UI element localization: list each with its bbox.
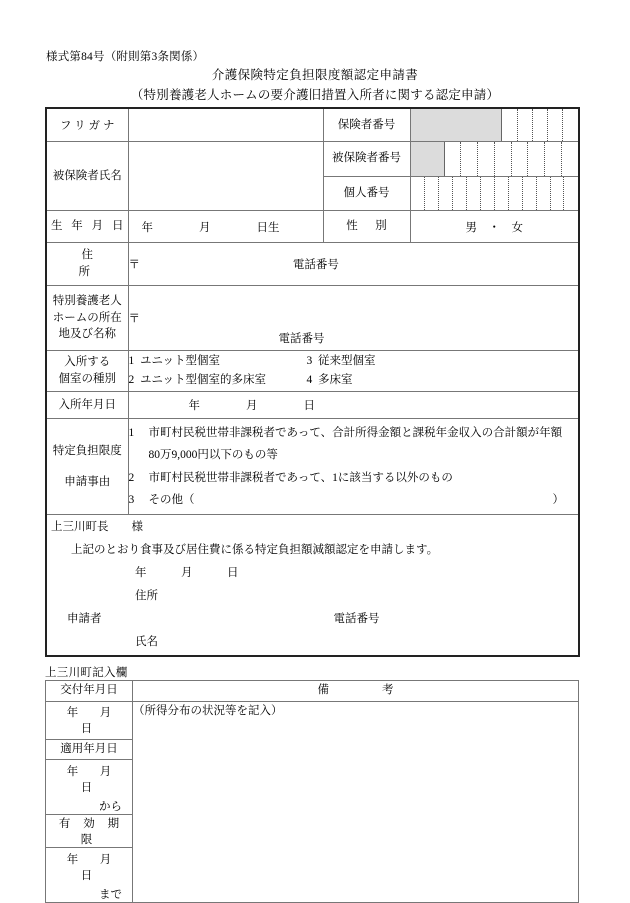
- num-cell[interactable]: [532, 109, 547, 141]
- num-cell[interactable]: [550, 177, 564, 211]
- room-type-option-4[interactable]: [307, 374, 353, 386]
- postal-mark-icon: 〒: [128, 313, 140, 325]
- remarks-field[interactable]: [133, 702, 579, 903]
- facility-label-line3: 地及び名称: [58, 328, 116, 341]
- num-cell[interactable]: [480, 177, 494, 211]
- birth-date-label: 生 年 月 日: [46, 211, 128, 243]
- declaration-applicant-label: 申請者: [67, 613, 102, 625]
- reason-text: 市町村民税世帯非課税者であって、合計所得金額と課税年金収入の合計額が年額: [148, 426, 563, 439]
- insured-number-grid: [411, 142, 579, 176]
- option-text: ユニット型個室的多床室: [140, 374, 267, 386]
- declaration-date-input[interactable]: 年 月 日: [135, 567, 239, 579]
- room-type-option-3[interactable]: [307, 355, 376, 367]
- facility-label-line2: ホームの所在: [52, 311, 122, 324]
- option-number: 3: [306, 355, 313, 368]
- issue-date-value[interactable]: 年 月 日: [46, 702, 133, 740]
- entry-date-input[interactable]: 年 月 日: [128, 392, 579, 419]
- office-use-table: [45, 680, 579, 903]
- validity-value[interactable]: [46, 848, 133, 903]
- reason-row: [46, 419, 579, 515]
- declaration-applicant-line: [67, 608, 578, 631]
- room-type-option-line: [129, 371, 579, 390]
- address-label: 住 所: [46, 243, 128, 286]
- personal-number-field[interactable]: [410, 176, 579, 211]
- num-cell[interactable]: [508, 177, 522, 211]
- office-header-row: [46, 681, 579, 702]
- birth-date-input[interactable]: 年 月 日生: [128, 211, 323, 243]
- reason-item-1-cont: [129, 444, 579, 466]
- declaration-name-label: 氏名: [135, 636, 158, 648]
- postal-mark-icon: 〒: [128, 259, 140, 271]
- apply-date-ymd: 年 月 日: [66, 766, 133, 794]
- birth-gender-row: [46, 211, 579, 243]
- office-section-label: 上三川町記入欄: [45, 667, 128, 679]
- reason-item-3[interactable]: [129, 489, 579, 511]
- reason-text: その他（: [148, 493, 195, 506]
- facility-tel-label: 電話番号: [278, 333, 325, 345]
- num-cell[interactable]: [545, 142, 562, 176]
- reason-number: 2: [128, 471, 135, 484]
- num-cell[interactable]: [528, 142, 545, 176]
- num-cell[interactable]: [461, 142, 478, 176]
- room-type-label-line1: 入所する: [64, 356, 111, 369]
- num-cell[interactable]: [564, 177, 578, 211]
- room-type-row: [46, 351, 579, 392]
- furigana-row: [46, 108, 579, 142]
- furigana-label: フリガナ: [46, 108, 128, 142]
- num-cell[interactable]: [471, 109, 486, 141]
- address-row: [46, 243, 579, 286]
- personal-number-grid: [411, 177, 579, 211]
- insurer-number-label: 保険者番号: [323, 108, 410, 142]
- declaration-block: [46, 515, 579, 657]
- facility-label: [46, 286, 128, 351]
- address-tel-label: 電話番号: [292, 259, 339, 271]
- apply-date-from: から: [99, 801, 122, 813]
- num-cell[interactable]: [424, 177, 438, 211]
- room-type-label-line2: 個室の種別: [58, 373, 116, 385]
- option-number: 4: [306, 374, 313, 386]
- reason-text: 市町村民税世帯非課税者であって、1に該当する以外のもの: [148, 471, 453, 484]
- num-cell[interactable]: [547, 109, 562, 141]
- num-cell[interactable]: [502, 109, 517, 141]
- num-cell[interactable]: [456, 109, 471, 141]
- num-cell[interactable]: [411, 177, 425, 211]
- insured-number-field[interactable]: [410, 142, 579, 177]
- address-input[interactable]: [128, 243, 579, 286]
- insured-name-row: [46, 142, 579, 177]
- num-cell[interactable]: [536, 177, 550, 211]
- insured-number-label: 被保険者番号: [323, 142, 410, 177]
- room-type-option-1[interactable]: [129, 352, 307, 371]
- insured-name-label: 被保険者氏名: [46, 142, 128, 211]
- furigana-input[interactable]: [128, 108, 323, 142]
- validity-to: まで: [99, 889, 122, 901]
- entry-date-row: [46, 392, 579, 419]
- declaration-tel-label: 電話番号: [333, 613, 380, 625]
- num-cell[interactable]: [438, 177, 452, 211]
- num-cell[interactable]: [478, 142, 495, 176]
- option-number: 1: [128, 355, 135, 368]
- issue-date-row: [46, 702, 579, 740]
- reason-text: 80万9,000円以下のもの等: [148, 449, 278, 462]
- room-type-option-2[interactable]: [129, 371, 307, 390]
- entry-date-label: 入所年月日: [46, 392, 128, 419]
- num-cell[interactable]: [563, 109, 578, 141]
- apply-date-value[interactable]: [46, 760, 133, 815]
- insured-name-input[interactable]: [128, 142, 323, 211]
- reason-options: [128, 419, 579, 515]
- num-cell[interactable]: [427, 142, 444, 176]
- option-number: 2: [128, 374, 135, 386]
- page-title: 介護保険特定負担限度額認定申請書: [211, 68, 419, 82]
- reason-label: [46, 419, 128, 515]
- declaration-row: [46, 515, 579, 657]
- form-number: 様式第84号（附則第3条関係）: [46, 51, 205, 63]
- gender-value[interactable]: 男 ・ 女: [410, 211, 579, 243]
- reason-item-1[interactable]: [129, 422, 579, 444]
- num-cell[interactable]: [517, 109, 532, 141]
- room-type-label: [46, 351, 128, 392]
- num-cell[interactable]: [452, 177, 466, 211]
- reason-number: 3: [128, 493, 135, 506]
- facility-row: [46, 286, 579, 351]
- reason-paren-close: ）: [552, 493, 564, 506]
- reason-item-2[interactable]: [129, 467, 579, 489]
- remarks-note: （所得分布の状況等を記入）: [133, 705, 283, 717]
- validity-ymd: 年 月 日: [66, 854, 133, 882]
- num-cell[interactable]: [494, 177, 508, 211]
- num-cell[interactable]: [444, 142, 461, 176]
- insurer-number-field[interactable]: [410, 108, 579, 142]
- application-main-table: [45, 107, 580, 657]
- facility-input[interactable]: [128, 286, 579, 351]
- reason-label-line2: 申請事由: [64, 475, 111, 488]
- apply-date-label: 適用年月日: [46, 740, 133, 760]
- option-text: 多床室: [318, 374, 353, 386]
- remarks-header: 備 考: [133, 681, 579, 702]
- num-cell[interactable]: [426, 109, 441, 141]
- personal-number-label: 個人番号: [323, 176, 410, 211]
- num-cell[interactable]: [522, 177, 536, 211]
- validity-label: 有 効 期 限: [46, 815, 133, 848]
- num-cell[interactable]: [511, 142, 528, 176]
- num-cell[interactable]: [411, 109, 426, 141]
- num-cell[interactable]: [466, 177, 480, 211]
- num-cell[interactable]: [487, 109, 502, 141]
- room-type-option-line: [129, 352, 579, 371]
- insurer-number-grid: [411, 109, 579, 141]
- option-text: ユニット型個室: [140, 355, 221, 368]
- option-text: 従来型個室: [318, 355, 376, 368]
- issue-date-label: 交付年月日: [46, 681, 133, 702]
- num-cell[interactable]: [561, 142, 578, 176]
- room-type-options: [128, 351, 579, 392]
- num-cell[interactable]: [411, 142, 428, 176]
- gender-label: 性 別: [323, 211, 410, 243]
- num-cell[interactable]: [494, 142, 511, 176]
- declaration-addressee: 上三川町長 様: [51, 521, 143, 533]
- declaration-address-label: 住所: [135, 590, 158, 602]
- reason-label-line1: 特定負担限度: [52, 444, 122, 457]
- page-subtitle: （特別養護老人ホームの要介護旧措置入所者に関する認定申請）: [130, 88, 500, 102]
- num-cell[interactable]: [441, 109, 456, 141]
- facility-label-line1: 特別養護老人: [52, 294, 122, 307]
- reason-number: 1: [128, 426, 135, 439]
- declaration-statement: 上記のとおり食事及び居住費に係る特定負担額減額認定を申請します。: [71, 544, 439, 556]
